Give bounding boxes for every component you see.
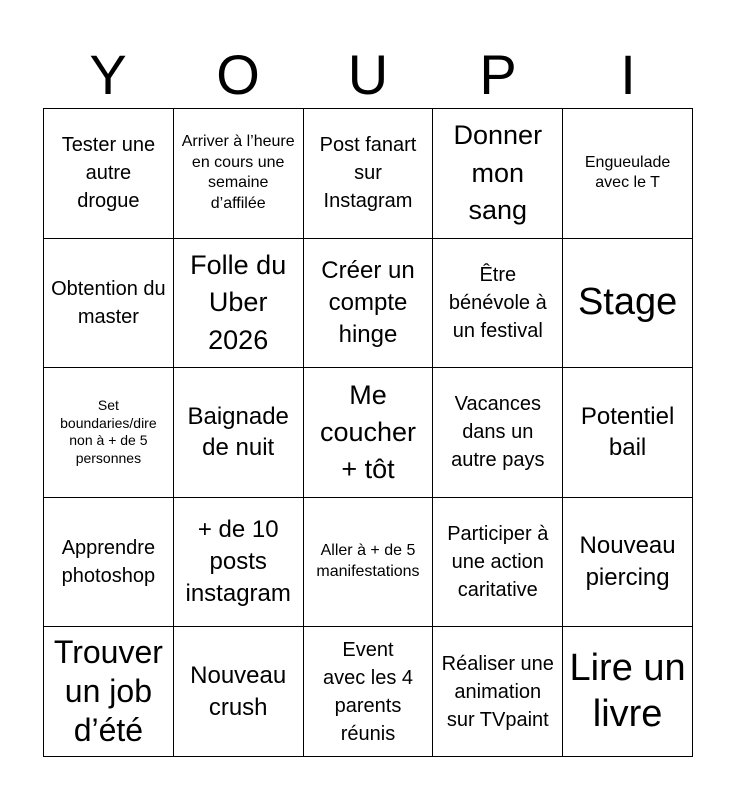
bingo-cell-r2-c5[interactable] bbox=[563, 239, 693, 369]
cell-text: Post fanart sur Instagram bbox=[319, 134, 417, 213]
cell-text: + de 10 posts instagram bbox=[185, 516, 291, 608]
bingo-cell-r4-c5[interactable] bbox=[563, 498, 693, 628]
bingo-cell-r3-c2[interactable] bbox=[174, 368, 304, 498]
cell-text: Participer à une action caritative bbox=[447, 523, 549, 602]
bingo-cell-r5-c2[interactable] bbox=[174, 627, 304, 757]
bingo-cell-r1-c3[interactable] bbox=[304, 109, 434, 239]
bingo-cell-r4-c2[interactable] bbox=[174, 498, 304, 628]
bingo-cell-r4-c1[interactable] bbox=[44, 498, 174, 628]
bingo-cell-r2-c1[interactable] bbox=[44, 239, 174, 369]
cell-text: Aller à + de 5 manifestations bbox=[316, 542, 420, 581]
bingo-cell-r1-c5[interactable] bbox=[563, 109, 693, 239]
cell-text: Apprendre photoshop bbox=[61, 537, 156, 588]
bingo-cell-r1-c1[interactable] bbox=[44, 109, 174, 239]
cell-text: Créer un compte hinge bbox=[321, 257, 415, 348]
bingo-cell-r4-c4[interactable] bbox=[433, 498, 563, 628]
bingo-header bbox=[43, 42, 693, 108]
cell-text: Lire un livre bbox=[569, 647, 686, 735]
bingo-cell-r1-c2[interactable] bbox=[174, 109, 304, 239]
header-letter-o: O bbox=[216, 43, 260, 106]
bingo-cell-r5-c1[interactable] bbox=[44, 627, 174, 757]
cell-text: Stage bbox=[577, 281, 678, 324]
bingo-cell-r5-c4[interactable] bbox=[433, 627, 563, 757]
cell-text: Obtention du master bbox=[51, 277, 166, 328]
bingo-cell-r5-c5[interactable] bbox=[563, 627, 693, 757]
cell-text: Event avec les 4 parents réunis bbox=[322, 638, 414, 745]
cell-text: Être bénévole à un festival bbox=[448, 263, 547, 342]
bingo-cell-r5-c3[interactable] bbox=[304, 627, 434, 757]
bingo-cell-r3-c5[interactable] bbox=[563, 368, 693, 498]
header-letter-y: Y bbox=[89, 43, 127, 106]
cell-text: Arriver à l’heure en cours une semaine d’affilée bbox=[181, 132, 295, 213]
bingo-cell-r4-c3[interactable] bbox=[304, 498, 434, 628]
cell-text: Engueulade avec le T bbox=[584, 153, 671, 192]
header-letter-p: P bbox=[479, 43, 517, 106]
bingo-cell-r2-c2[interactable] bbox=[174, 239, 304, 369]
cell-text: Vacances dans un autre pays bbox=[451, 393, 545, 472]
cell-text: Nouveau crush bbox=[190, 661, 287, 721]
bingo-cell-r2-c4[interactable] bbox=[433, 239, 563, 369]
cell-text: Folle du Uber 2026 bbox=[190, 250, 287, 355]
cell-text: Réaliser une animation sur TVpaint bbox=[441, 652, 554, 731]
header-letter-u: U bbox=[347, 43, 389, 106]
cell-text: Trouver un job d’été bbox=[53, 634, 163, 749]
cell-text: Tester une autre drogue bbox=[61, 134, 156, 213]
header-letter-i: I bbox=[620, 43, 636, 106]
cell-text: Potentiel bail bbox=[580, 402, 675, 462]
bingo-cell-r3-c4[interactable] bbox=[433, 368, 563, 498]
cell-text: Baignade de nuit bbox=[187, 402, 289, 462]
cell-text: Donner mon sang bbox=[453, 120, 543, 225]
bingo-board bbox=[43, 108, 693, 757]
cell-text: Set boundaries/dire non à + de 5 personnes bbox=[60, 397, 157, 466]
bingo-cell-r3-c1[interactable] bbox=[44, 368, 174, 498]
bingo-cell-r3-c3[interactable] bbox=[304, 368, 434, 498]
bingo-cell-r1-c4[interactable] bbox=[433, 109, 563, 239]
cell-text: Nouveau piercing bbox=[579, 532, 676, 592]
cell-text: Me coucher + tôt bbox=[319, 379, 417, 485]
bingo-cell-r2-c3[interactable] bbox=[304, 239, 434, 369]
